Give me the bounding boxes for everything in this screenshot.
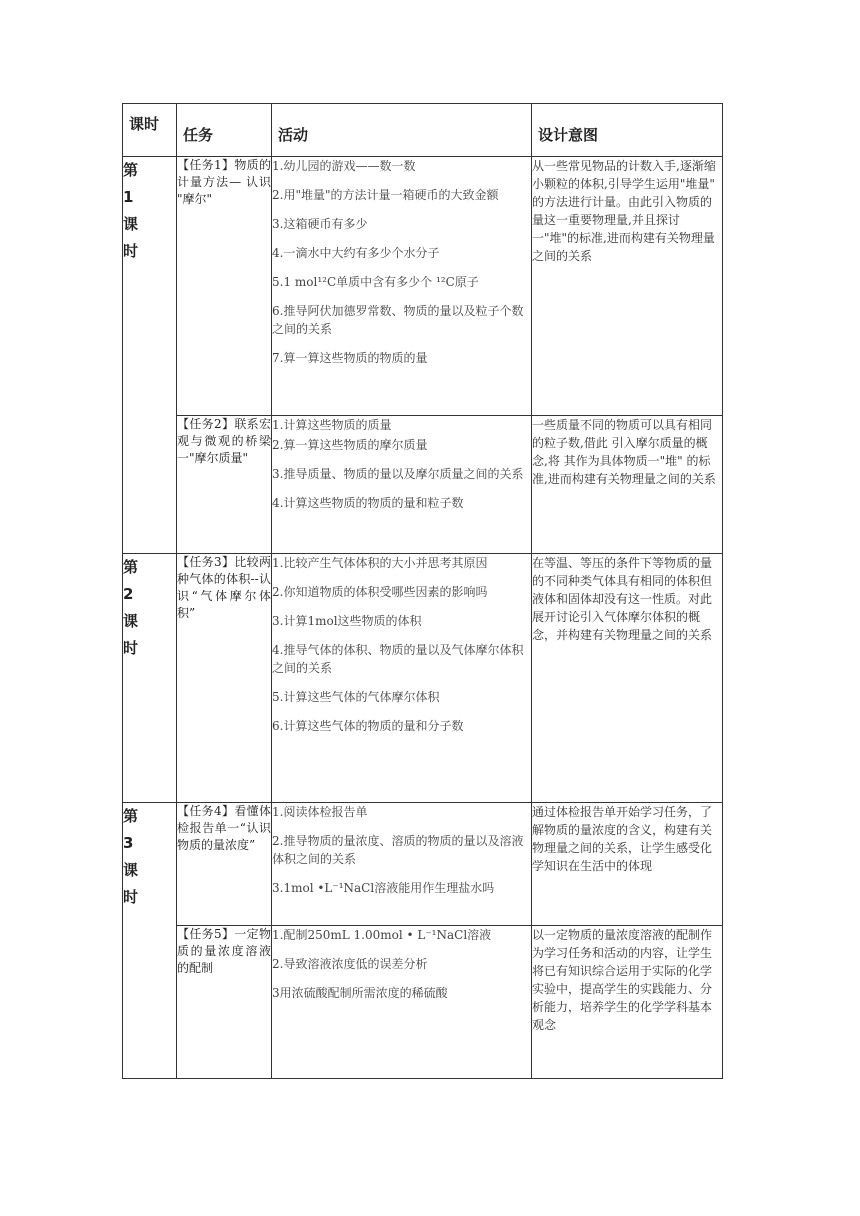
activity-cell — [272, 554, 532, 803]
activity-cell — [272, 926, 532, 1079]
activity-item: 4.推导气体的体积、物质的量以及气体摩尔体积之间的关系 — [272, 643, 524, 675]
header-activity: 活动 — [272, 104, 532, 157]
intent-cell: 一些质量不同的物质可以具有相同的粒子数,借此 引入摩尔质量的概念,将 其作为具体物质一"堆" 的标准,进而构建有关物理量之间的关系 — [532, 416, 723, 554]
activity-item: 3用浓硫酸配制所需浓度的稀硫酸 — [272, 986, 448, 1000]
table-row — [123, 416, 723, 554]
task-cell: 【任务3】比较两种气体的体积--认识“气体摩尔体积” — [177, 554, 272, 803]
activity-item: 1.幼儿园的游戏——数一数 — [272, 159, 416, 173]
table-row — [123, 554, 723, 803]
activity-item: 6.计算这些气体的物质的量和分子数 — [272, 719, 464, 733]
activity-item: 2.用"堆量"的方法计量一箱硬币的大致金额 — [272, 188, 499, 202]
activity-cell — [272, 416, 532, 554]
activity-item: 1.比较产生气体体积的大小并思考其原因 — [272, 556, 488, 570]
activity-item: 3.1mol •L⁻¹NaCl溶液能用作生理盐水吗 — [272, 881, 495, 895]
activity-item: 2.算一算这些物质的摩尔质量 — [272, 438, 428, 452]
table-row — [123, 157, 723, 416]
activity-item: 1.阅读体检报告单 — [272, 805, 368, 819]
activity-item: 5.计算这些气体的气体摩尔体积 — [272, 690, 440, 704]
header-task: 任务 — [177, 104, 272, 157]
header-intent: 设计意图 — [532, 104, 723, 157]
activity-item: 7.算一算这些物质的物质的量 — [272, 351, 428, 365]
lesson-cell: 第2课时 — [123, 554, 177, 803]
activity-item: 1.计算这些物质的质量 — [272, 418, 392, 432]
activity-item: 2.导致溶液浓度低的误差分析 — [272, 957, 428, 971]
activity-item: 6.推导阿伏加德罗常数、物质的量以及粒子个数之间的关系 — [272, 304, 524, 336]
table-row — [123, 803, 723, 926]
task-cell: 【任务1】物质的计量方法— 认识 "摩尔" — [177, 157, 272, 416]
task-cell: 【任务5】一定物质的量浓度溶液的配制 — [177, 926, 272, 1079]
activity-item: 3.推导质量、物质的量以及摩尔质量之间的关系 — [272, 467, 524, 481]
activity-item: 3.计算1mol这些物质的体积 — [272, 614, 422, 628]
activity-item: 4.一滴水中大约有多少个水分子 — [272, 246, 440, 260]
activity-item: 5.1 mol¹²C单质中含有多少个 ¹²C原子 — [272, 275, 479, 289]
activity-item: 4.计算这些物质的物质的量和粒子数 — [272, 496, 464, 510]
activity-item: 2.推导物质的量浓度、溶质的物质的量以及溶液体积之间的关系 — [272, 834, 524, 866]
activity-item: 1.配制250mL 1.00mol • L⁻¹NaCl溶液 — [272, 928, 492, 942]
task-cell: 【任务4】看懂体检报告单一“认识物质的量浓度” — [177, 803, 272, 926]
table-row — [123, 926, 723, 1079]
lesson-cell: 第1课时 — [123, 157, 177, 554]
activity-item: 2.你知道物质的体积受哪些因素的影响吗 — [272, 585, 488, 599]
lesson-plan-table — [122, 103, 723, 1079]
header-lesson: 课时 — [123, 104, 177, 157]
activity-cell — [272, 157, 532, 416]
intent-cell: 通过体检报告单开始学习任务，了解物质的量浓度的含义，构建有关物理量之间的关系，让学生感受化学知识在生活中的体现 — [532, 803, 723, 926]
task-cell: 【任务2】联系宏观与微观的桥梁一"摩尔质量" — [177, 416, 272, 554]
intent-cell: 以一定物质的量浓度溶液的配制作为学习任务和活动的内容，让学生将已有知识综合运用于实际的化学实验中，提高学生的实践能力、分析能力，培养学生的化学学科基本观念 — [532, 926, 723, 1079]
header-row — [123, 104, 723, 157]
intent-cell: 在等温、等压的条件下等物质的量的不同种类气体具有相同的体积但液体和固体却没有这一性质。对此展开讨论引入气体摩尔体积的概念，并构建有关物理量之间的关系 — [532, 554, 723, 803]
activity-cell — [272, 803, 532, 926]
intent-cell: 从一些常见物品的计数入手,逐渐缩小颗粒的体积,引导学生运用"堆量" 的方法进行计量。由此引入物质的量这一重要物理量,并且探讨一"堆"的标准,进而构建有关物理量之间的关系 — [532, 157, 723, 416]
lesson-cell: 第3课时 — [123, 803, 177, 1079]
activity-item: 3.这箱硬币有多少 — [272, 217, 368, 231]
